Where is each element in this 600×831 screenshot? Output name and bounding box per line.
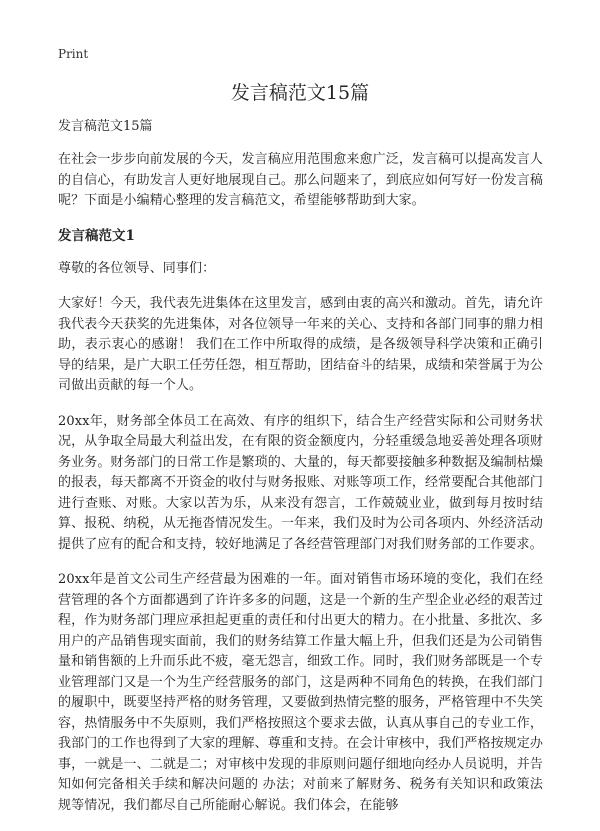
page-title: 发言稿范文15篇 (230, 82, 370, 104)
document-body (58, 118, 543, 831)
section-heading: 发言稿范文1 (58, 227, 135, 244)
print-link[interactable]: Print (58, 47, 89, 61)
greeting-paragraph: 尊敬的各位领导、同事们： (58, 260, 216, 276)
intro-paragraph: 在社会一步步向前发展的今天，发言稿应用范围愈来愈广泛，发言稿可以提高发言人的自信心，有助发言人更好地展现自己。那么问题来了，到底应如何写好一份发言稿呢？下面是小编精心整理的发言稿范文，希望能够帮助到大家。 (58, 152, 543, 208)
body-paragraph-1: 大家好！今天，我代表先进集体在这里发言，感到由衷的高兴和激动。首先，请允许我代表今天获奖的先进集体，对各位领导一年来的关心、支持和各部门同事的鼎力相助，表示衷心的感谢！ 我们在工作中所取得的成绩，是各级领导科学决策和正确引导的结果，是广大职工任劳任怨，相互帮助，团结奋斗的结果，成绩和荣誉属于为公司做出贡献的每一个人。 (58, 296, 543, 393)
body-paragraph-3: 20xx年是首文公司生产经营最为困难的一年。面对销售市场环境的变化，我们在经营管理的各个方面都遇到了许许多多的问题，这是一个新的生产型企业必经的艰苦过程，作为财务部门理应承担起更重的责任和付出更大的精力。在小批量、多批次、多用户的产品销售现实面前，我们的财务结算工作量大幅上升，但我们还是为公司销售量和销售额的上升而乐此不疲，毫无怨言，细致工作。同时，我们财务部既是一个专业管理部门又是一个为生产经营服务的部门，这是两种不同角色的转换，在我们部门的履职中，既要坚持严格的财务管理，又要做到热情完整的服务，严格管理中不失笑容，热情服务中不失原则，我们严格按照这个要求去做，认真从事自己的专业工作，我部门的工作也得到了大家的理解、尊重和支持。在会计审核中，我们严格按规定办事，一就是一、二就是二；对审核中发现的非原则问题仔细地向经办人员说明，并告知如何完备相关手续和解决问题的 办法；对前来了解财务、税务有关知识和政策法规等情况，我们都尽自己所能耐心解说。我们体会，在能够 (58, 572, 543, 813)
body-paragraph-2: 20xx年，财务部全体员工在高效、有序的组织下，结合生产经营实际和公司财务状况，从争取全局最大利益出发，在有限的资金额度内，分轻重缓急地妥善处理各项财务业务。财务部门的日常工作是繁琐的、大量的，每天都要接触多种数据及编制枯燥的报表，每天都离不开资金的收付与财务报账、对账等项工作，经常要配合其他部门进行查账、对账。大家以苦为乐，从来没有怨言，工作兢兢业业，做到每月按时结算、报税、纳税，从无拖沓情况发生。一年来，我们及时为公司各项内、外经济活动提供了应有的配合和支持，较好地满足了各经营管理部门对我们财务部的工作要求。 (58, 413, 543, 552)
document-subtitle: 发言稿范文15篇 (58, 119, 153, 134)
